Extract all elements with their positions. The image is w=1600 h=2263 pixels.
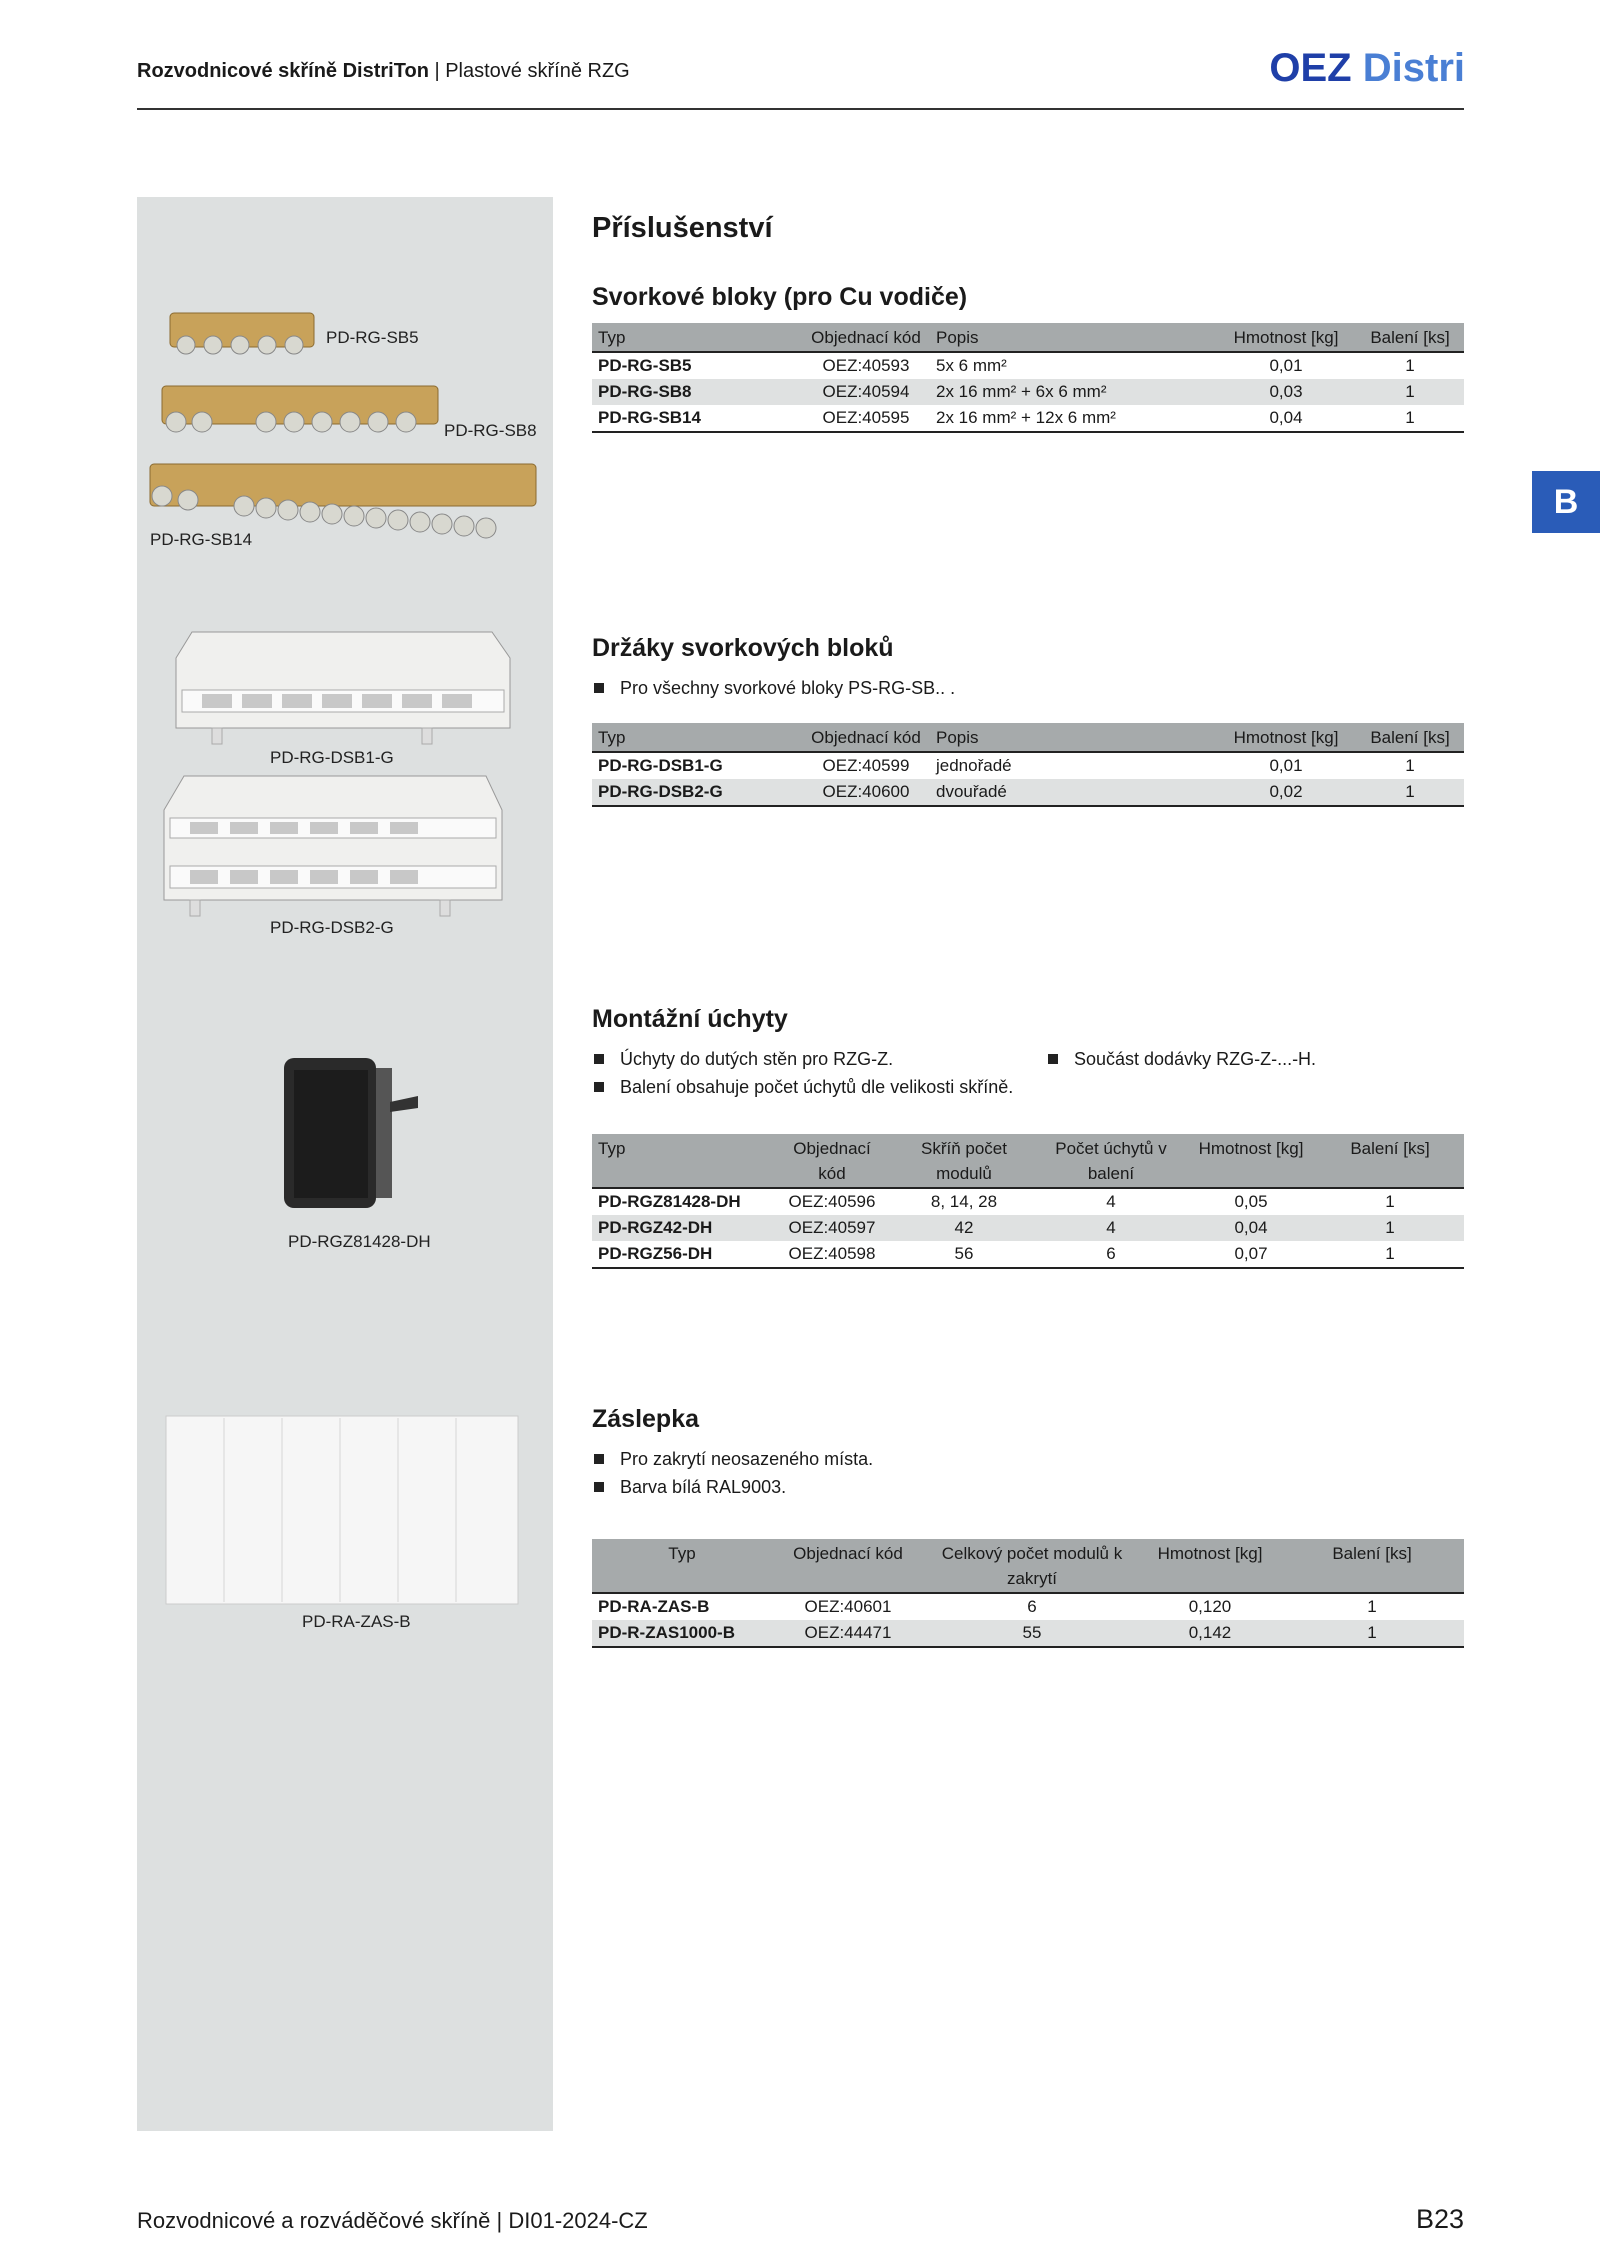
mounting-clips-table <box>592 1134 1464 1269</box>
mounting-clip-image <box>278 1052 422 1212</box>
holders-table <box>592 723 1464 807</box>
bullet-item: Barva bílá RAL9003. <box>594 1477 786 1498</box>
col-header: Objednací kód <box>772 1134 892 1188</box>
col-header: Celkový počet modulů k zakrytí <box>924 1539 1140 1593</box>
table-row: PD-RG-SB8 OEZ:40594 2x 16 mm² + 6x 6 mm² 0,03 1 <box>592 379 1464 405</box>
bullet-item: Balení obsahuje počet úchytů dle velikosti skříně. <box>594 1077 1013 1098</box>
section-title-holders: Držáky svorkových bloků <box>592 634 894 662</box>
table-row: PD-RA-ZAS-B OEZ:40601 6 0,120 1 <box>598 1597 1377 1616</box>
col-header: Hmotnost [kg] <box>1186 1134 1316 1188</box>
col-header: Popis <box>930 323 1216 352</box>
footer-text: Rozvodnicové a rozváděčové skříně | DI01-2024-CZ <box>137 2208 648 2233</box>
col-header: Typ <box>592 1539 772 1593</box>
section-title-terminal-blocks: Svorkové bloky (pro Cu vodiče) <box>592 283 968 311</box>
page-number: B23 <box>1415 2204 1464 2234</box>
chapter-tab: B <box>1532 471 1600 533</box>
col-header: Objednací kód <box>802 323 930 352</box>
running-header <box>137 60 630 83</box>
label-dsb1: PD-RG-DSB1-G <box>270 748 394 767</box>
col-header: Objednací kód <box>772 1539 924 1593</box>
oez-distri-logo: OEZ Distri <box>1269 46 1465 90</box>
table-row: PD-R-ZAS1000-B OEZ:44471 55 0,142 1 <box>592 1620 1464 1647</box>
holder-dsb1-image <box>172 628 514 746</box>
table-row: PD-RG-DSB2-G OEZ:40600 dvouřadé 0,02 1 <box>592 779 1464 806</box>
col-header: Objednací kód <box>802 723 930 752</box>
table-row: PD-RG-DSB1-G OEZ:40599 jednořadé 0,01 1 <box>598 756 1415 775</box>
bullet-item: Pro zakrytí neosazeného místa. <box>594 1449 873 1470</box>
col-header: Hmotnost [kg] <box>1216 323 1356 352</box>
col-header: Hmotnost [kg] <box>1140 1539 1280 1593</box>
terminal-block-sb5-image <box>166 305 318 365</box>
table-row: PD-RGZ42-DH OEZ:40597 42 4 0,04 1 <box>592 1215 1464 1241</box>
section-title-blanking-plate: Záslepka <box>592 1405 700 1433</box>
col-header: Balení [ks] <box>1356 723 1464 752</box>
terminal-blocks-table <box>592 323 1464 433</box>
header-title: Rozvodnicové skříně DistriTon <box>137 60 429 82</box>
label-zas: PD-RA-ZAS-B <box>302 1612 411 1631</box>
bullet-item: Úchyty do dutých stěn pro RZG-Z. <box>594 1049 893 1070</box>
bullet-item: Součást dodávky RZG-Z-...-H. <box>1048 1049 1316 1070</box>
label-sb14: PD-RG-SB14 <box>150 530 253 549</box>
label-sb8: PD-RG-SB8 <box>444 421 537 440</box>
holder-dsb2-image <box>160 770 506 920</box>
label-dsb2: PD-RG-DSB2-G <box>270 918 394 937</box>
table-row: PD-RGZ81428-DH OEZ:40596 8, 14, 28 4 0,05 1 <box>598 1192 1395 1211</box>
page-title: Příslušenství <box>592 212 773 244</box>
col-header: Hmotnost [kg] <box>1216 723 1356 752</box>
terminal-block-sb14-image <box>146 456 540 540</box>
col-header: Počet úchytů v balení <box>1036 1134 1186 1188</box>
bullet-item: Pro všechny svorkové bloky PS-RG-SB.. . <box>594 678 955 699</box>
col-header: Popis <box>930 723 1216 752</box>
col-header: Typ <box>592 723 802 752</box>
table-row: PD-RGZ56-DH OEZ:40598 56 6 0,07 1 <box>592 1241 1464 1268</box>
terminal-block-sb8-image <box>158 378 442 448</box>
col-header: Balení [ks] <box>1356 323 1464 352</box>
blanking-plate-table <box>592 1539 1464 1648</box>
label-rgz: PD-RGZ81428-DH <box>288 1232 431 1251</box>
col-header: Typ <box>592 323 802 352</box>
blanking-plate-image <box>164 1414 520 1606</box>
col-header: Balení [ks] <box>1316 1134 1464 1188</box>
table-row: PD-RG-SB5 OEZ:40593 5x 6 mm² 0,01 1 <box>598 356 1415 375</box>
label-sb5: PD-RG-SB5 <box>326 328 419 347</box>
table-row: PD-RG-SB14 OEZ:40595 2x 16 mm² + 12x 6 mm² 0,04 1 <box>592 405 1464 432</box>
section-title-mounting-clips: Montážní úchyty <box>592 1005 788 1033</box>
col-header: Typ <box>592 1134 772 1188</box>
col-header: Skříň počet modulů <box>892 1134 1036 1188</box>
header-subtitle: | Plastové skříně RZG <box>434 60 630 82</box>
header-rule <box>137 108 1464 110</box>
col-header: Balení [ks] <box>1280 1539 1464 1593</box>
